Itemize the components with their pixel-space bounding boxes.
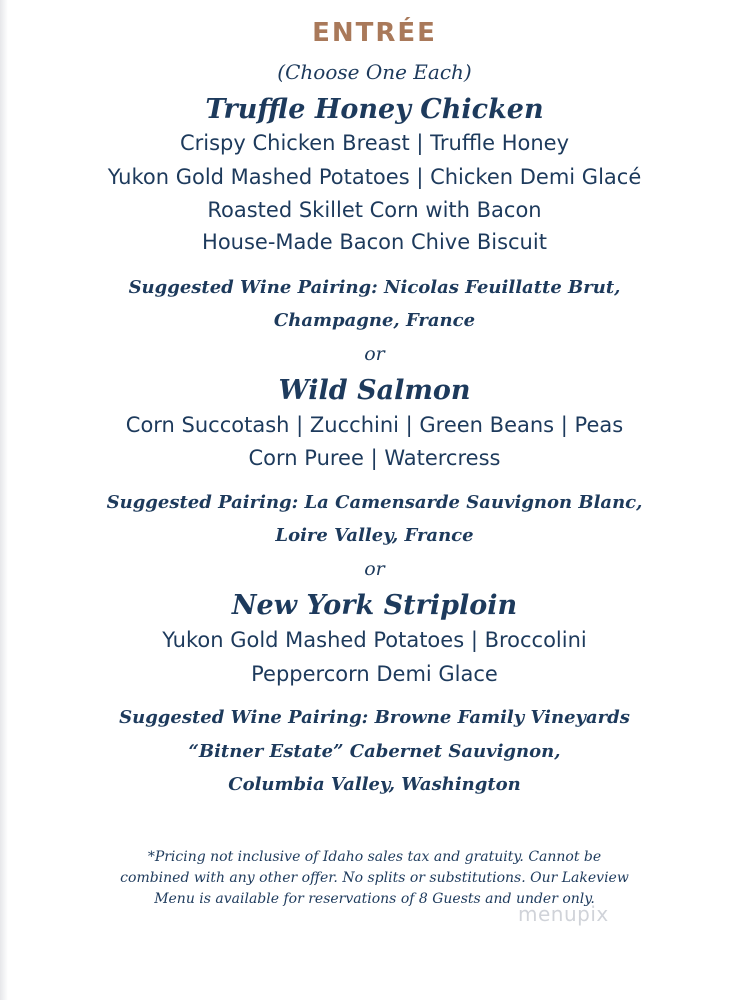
wine-pairing-line: Suggested Pairing: La Camensarde Sauvignon Blanc,: [106, 492, 643, 513]
dish-description-line: Yukon Gold Mashed Potatoes | Broccolini: [162, 628, 587, 652]
dish-description-line: Peppercorn Demi Glace: [251, 662, 498, 686]
dish-description-line: Corn Puree | Watercress: [248, 446, 501, 470]
dish-description-line: Roasted Skillet Corn with Bacon: [207, 198, 542, 222]
dish-title-wild-salmon: Wild Salmon: [278, 375, 471, 406]
wine-pairing-line: Suggested Wine Pairing: Nicolas Feuillatte Brut,: [128, 277, 621, 298]
footnote-line: *Pricing not inclusive of Idaho sales tax and gratuity. Cannot be: [147, 849, 602, 865]
footnote-line: combined with any other offer. No splits or substitutions. Our Lakeview: [120, 870, 629, 886]
wine-pairing-line: Suggested Wine Pairing: Browne Family Vineyards: [119, 707, 630, 728]
dish-title-new-york-striploin: New York Striploin: [231, 590, 518, 621]
wine-pairing-line: Loire Valley, France: [275, 525, 474, 546]
dish-description-line: House-Made Bacon Chive Biscuit: [202, 230, 547, 254]
dish-description-line: Crispy Chicken Breast | Truffle Honey: [179, 131, 570, 155]
menupix-watermark: menupix: [518, 902, 609, 926]
or-separator: or: [364, 343, 385, 365]
section-heading: ENTRÉE: [312, 18, 437, 48]
or-separator: or: [364, 558, 385, 580]
dish-description-line: Yukon Gold Mashed Potatoes | Chicken Demi Glacé: [107, 165, 642, 189]
wine-pairing-line: Columbia Valley, Washington: [228, 774, 521, 795]
dish-title-truffle-honey-chicken: Truffle Honey Chicken: [205, 94, 544, 125]
wine-pairing-line: Champagne, France: [273, 310, 476, 331]
wine-pairing-line: “Bitner Estate” Cabernet Sauvignon,: [188, 741, 561, 762]
section-subtitle: (Choose One Each): [277, 60, 472, 84]
footnote-line: Menu is available for reservations of 8 Guests and under only.: [154, 891, 595, 907]
dish-description-line: Corn Succotash | Zucchini | Green Beans | Peas: [125, 413, 624, 437]
